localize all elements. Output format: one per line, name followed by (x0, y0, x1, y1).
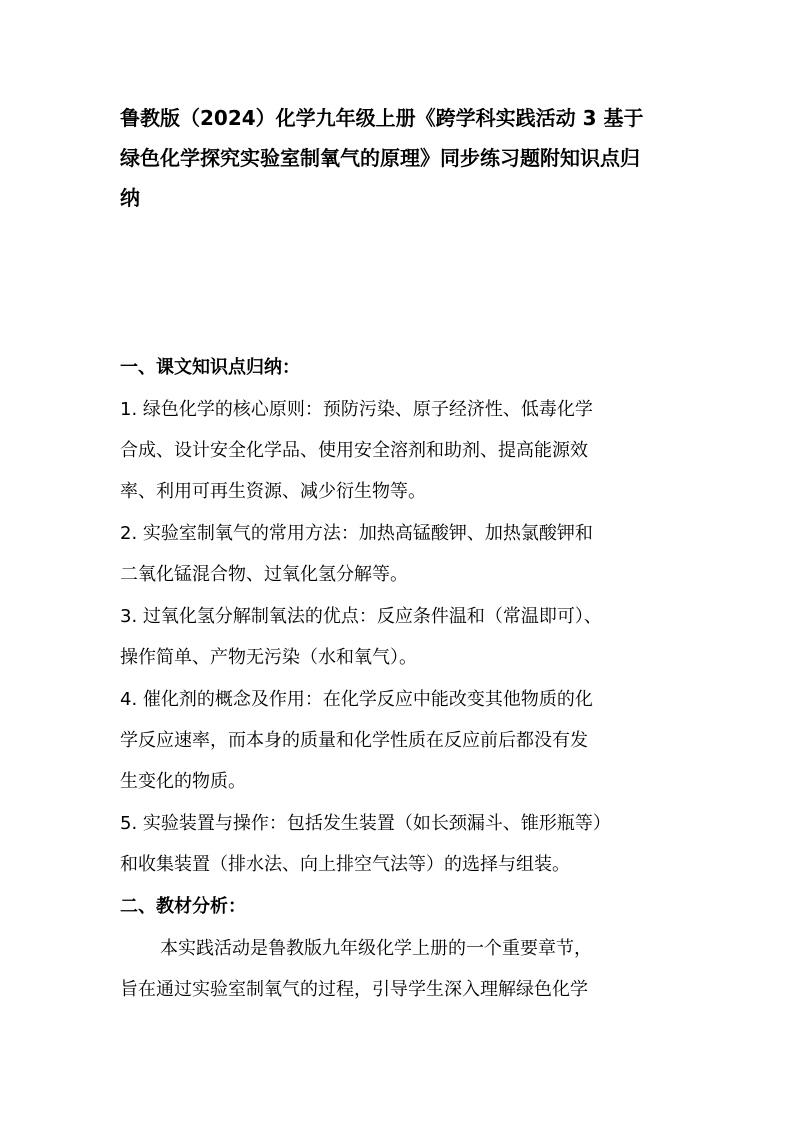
knowledge-point-line: 1. 绿色化学的核心原则：预防污染、原子经济性、低毒化学 (120, 399, 593, 420)
document-title (120, 98, 700, 218)
knowledge-point-line: 率、利用可再生资源、减少衍生物等。 (120, 481, 426, 502)
title-line: 鲁教版（2024）化学九年级上册《跨学科实践活动 3 基于 (120, 106, 644, 130)
analysis-paragraph-line: 本实践活动是鲁教版九年级化学上册的一个重要章节， (160, 938, 592, 959)
knowledge-point-line: 和收集装置（排水法、向上排空气法等）的选择与组装。 (120, 854, 570, 875)
section2-heading: 二、教材分析： (120, 896, 246, 917)
knowledge-point-line: 操作简单、产物无污染（水和氧气）。 (120, 647, 417, 668)
knowledge-point-line: 合成、设计安全化学品、使用安全溶剂和助剂、提高能源效 (120, 440, 588, 461)
title-line: 纳 (120, 186, 140, 210)
section1-heading: 一、课文知识点归纳： (120, 357, 300, 378)
knowledge-point-line: 二氧化锰混合物、过氧化氢分解等。 (120, 564, 408, 585)
knowledge-point-line: 生变化的物质。 (120, 771, 246, 792)
knowledge-point-line: 2. 实验室制氧气的常用方法：加热高锰酸钾、加热氯酸钾和 (120, 523, 593, 544)
title-line: 绿色化学探究实验室制氧气的原理》同步练习题附知识点归 (120, 146, 640, 170)
knowledge-point-line: 学反应速率，而本身的质量和化学性质在反应前后都没有发 (120, 730, 588, 751)
knowledge-point-line: 3. 过氧化氢分解制氧法的优点：反应条件温和（常温即可）、 (120, 606, 602, 627)
knowledge-point-line: 4. 催化剂的概念及作用：在化学反应中能改变其他物质的化 (120, 689, 593, 710)
knowledge-point-line: 5. 实验装置与操作：包括发生装置（如长颈漏斗、锥形瓶等） (120, 813, 611, 834)
analysis-paragraph-line: 旨在通过实验室制氧气的过程，引导学生深入理解绿色化学 (120, 979, 588, 1000)
